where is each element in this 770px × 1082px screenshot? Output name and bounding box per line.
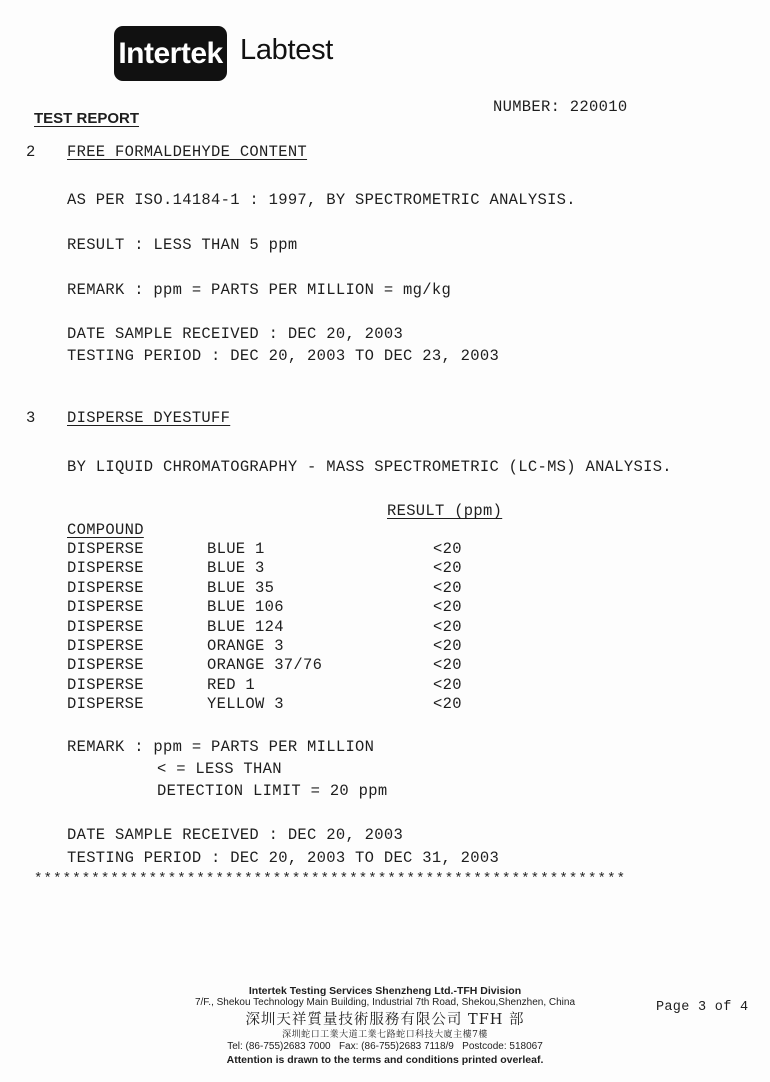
result-column-header: RESULT (ppm) <box>387 502 503 520</box>
compound-class: DISPERSE <box>67 540 144 558</box>
table-row <box>67 618 487 637</box>
section-2-date-received: DATE SAMPLE RECEIVED : DEC 20, 2003 <box>67 325 404 343</box>
compound-result: <20 <box>433 578 462 597</box>
section-2-result: RESULT : LESS THAN 5 ppm <box>67 236 298 254</box>
compound-class: DISPERSE <box>67 656 144 675</box>
footer-contact: Tel: (86-755)2683 7000 Fax: (86-755)2683 7118/9 Postcode: 518067 <box>227 1041 543 1052</box>
section-3-remark-detection-limit: DETECTION LIMIT = 20 ppm <box>157 782 388 800</box>
compound-name: RED 1 <box>207 675 256 694</box>
section-2-method: AS PER ISO.14184-1 : 1997, BY SPECTROMETRIC ANALYSIS. <box>67 191 576 209</box>
report-number: NUMBER: 220010 <box>493 98 628 116</box>
section-3-title: DISPERSE DYESTUFF <box>67 409 231 427</box>
compound-class: DISPERSE <box>67 598 144 617</box>
table-row <box>67 559 487 578</box>
section-2-remark: REMARK : ppm = PARTS PER MILLION = mg/kg <box>67 281 452 299</box>
section-3-remark: REMARK : ppm = PARTS PER MILLION <box>67 738 375 756</box>
section-3-remark-less-than: < = LESS THAN <box>157 760 282 778</box>
compound-name: BLUE 1 <box>207 540 265 558</box>
compound-name: ORANGE 37/76 <box>207 656 323 675</box>
table-row <box>67 540 487 559</box>
labtest-logo-word: Labtest <box>240 34 334 66</box>
section-3-date-received: DATE SAMPLE RECEIVED : DEC 20, 2003 <box>67 826 404 844</box>
intertek-logo: Intertek <box>114 26 227 81</box>
compound-class: DISPERSE <box>67 559 144 578</box>
compound-name: BLUE 124 <box>207 617 284 636</box>
compound-result: <20 <box>433 598 462 617</box>
section-3-method: BY LIQUID CHROMATOGRAPHY - MASS SPECTROMETRIC (LC-MS) ANALYSIS. <box>67 458 672 476</box>
page-number: Page 3 of 4 <box>656 1000 749 1015</box>
section-3-number: 3 <box>26 409 36 427</box>
footer-attention: Attention is drawn to the terms and conditions printed overleaf. <box>226 1054 544 1066</box>
section-2-number: 2 <box>26 143 36 161</box>
table-row <box>67 656 487 675</box>
table-row <box>67 579 487 598</box>
compound-class: DISPERSE <box>67 617 144 636</box>
compound-result: <20 <box>433 695 462 714</box>
compound-result: <20 <box>433 540 462 558</box>
compound-name: BLUE 106 <box>207 598 284 617</box>
table-row <box>67 637 487 656</box>
compound-name: BLUE 3 <box>207 559 265 578</box>
compound-name: BLUE 35 <box>207 578 275 597</box>
footer-address: 7/F., Shekou Technology Main Building, Industrial 7th Road, Shekou,Shenzhen, China <box>194 997 576 1008</box>
compound-result: <20 <box>433 559 462 578</box>
compound-class: DISPERSE <box>67 675 144 694</box>
compound-result: <20 <box>433 675 462 694</box>
section-2-testing-period: TESTING PERIOD : DEC 20, 2003 TO DEC 23, 2003 <box>67 347 500 365</box>
table-row <box>67 598 487 617</box>
compound-class: DISPERSE <box>67 578 144 597</box>
compound-name: ORANGE 3 <box>207 637 284 655</box>
compound-name: YELLOW 3 <box>207 695 284 714</box>
report-title: TEST REPORT <box>34 110 140 127</box>
section-2-title: FREE FORMALDEHYDE CONTENT <box>67 143 308 161</box>
table-row <box>67 695 487 714</box>
footer-address-cn: 深圳蛇口工業大道工業七路蛇口科技大廈主樓7樓 <box>282 1030 488 1040</box>
compound-class: DISPERSE <box>67 637 144 655</box>
section-3-testing-period: TESTING PERIOD : DEC 20, 2003 TO DEC 31, 2003 <box>67 849 500 867</box>
compound-result: <20 <box>433 637 462 655</box>
compound-class: DISPERSE <box>67 695 144 714</box>
compound-column-header: COMPOUND <box>67 521 144 539</box>
compound-result: <20 <box>433 617 462 636</box>
footer-company-cn: 深圳天祥質量技術服務有限公司 TFH 部 <box>245 1012 525 1028</box>
separator-line: ************************************************************** <box>34 871 627 887</box>
compound-result: <20 <box>433 656 462 675</box>
table-row <box>67 676 487 695</box>
footer-company: Intertek Testing Services Shenzheng Ltd.-TFH Division <box>248 985 522 997</box>
